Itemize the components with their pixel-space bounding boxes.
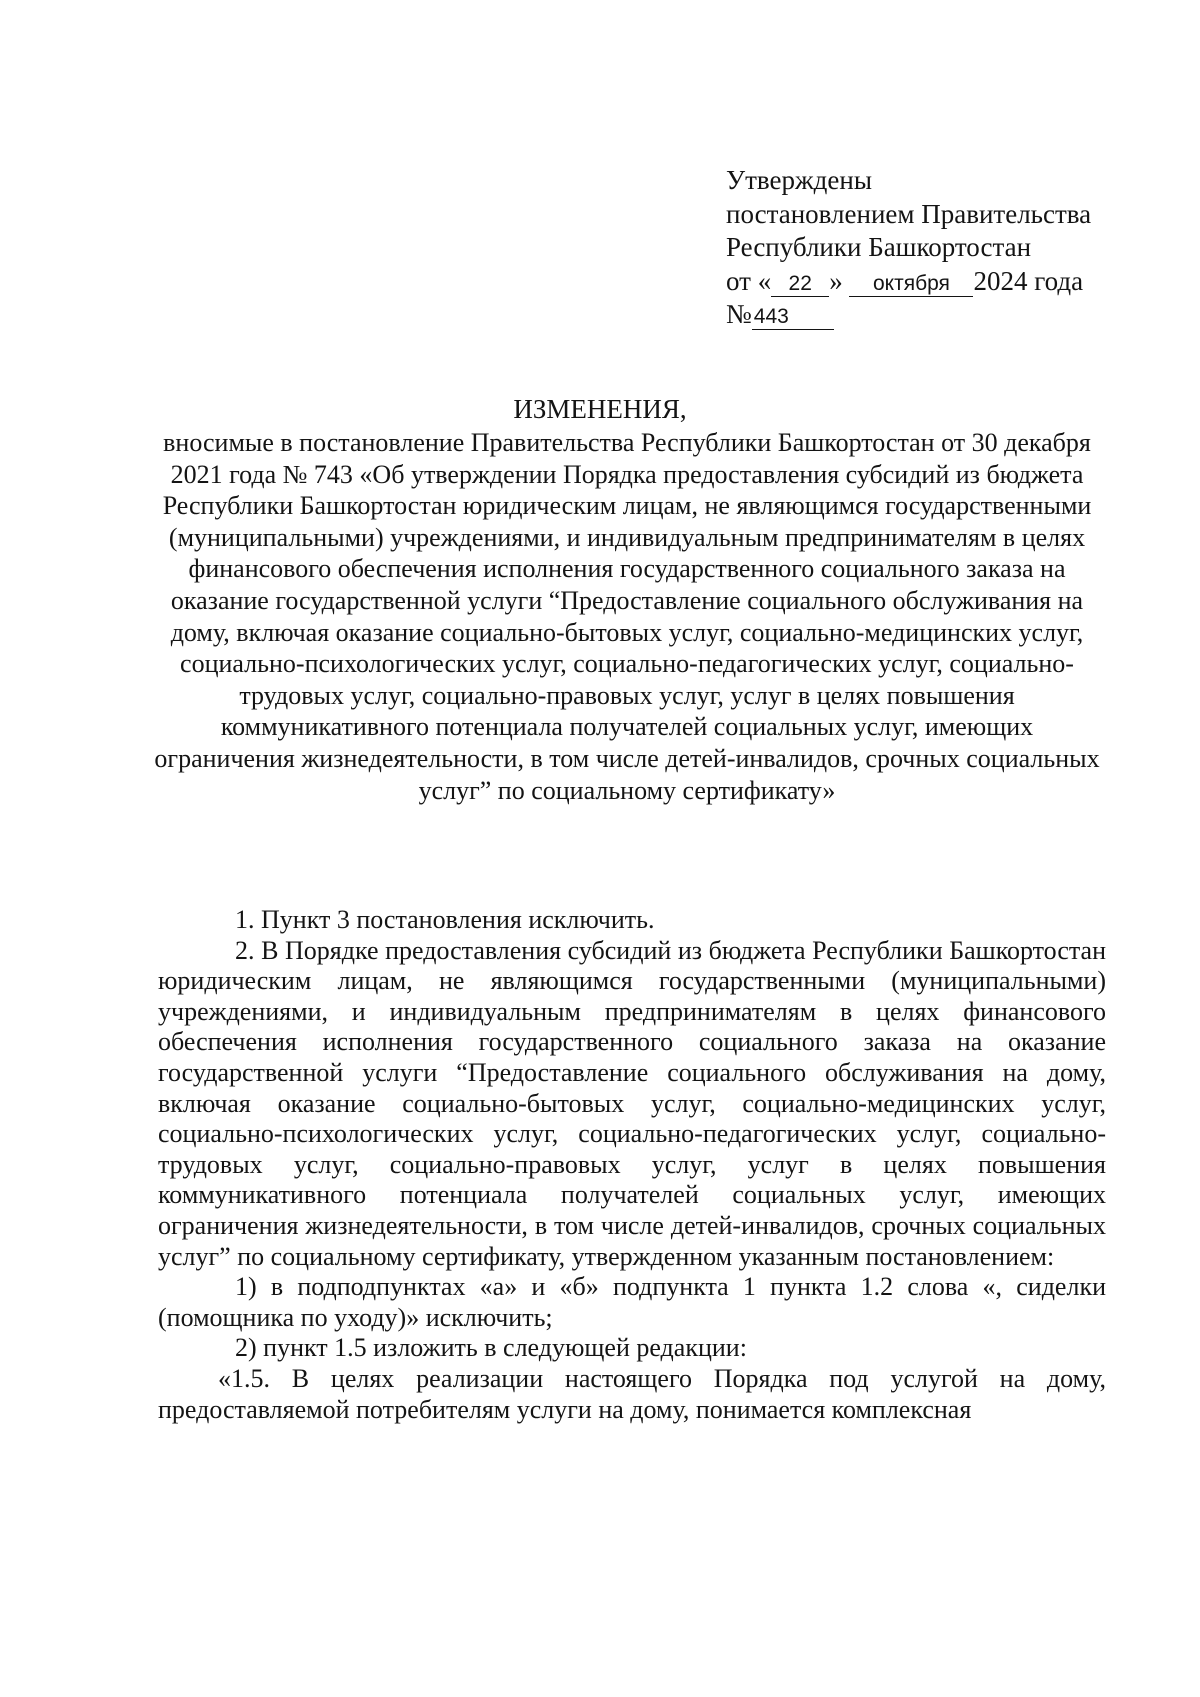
number-prefix: № [726, 299, 752, 329]
paragraph-4: 2) пункт 1.5 изложить в следующей редакции: [235, 1333, 747, 1363]
document-title: ИЗМЕНЕНИЯ, [513, 394, 687, 424]
approval-date [726, 265, 1091, 299]
date-day: 22 [771, 272, 829, 297]
approval-stamp [726, 164, 1091, 332]
document-body [158, 905, 1106, 1425]
approval-line-1: Утверждены [726, 165, 872, 195]
date-prefix: от « [726, 265, 772, 296]
paragraph-3: 1) в подподпунктах «а» и «б» подпункта 1 пункта 1.2 слова «, сиделки (помощника по уходу)» исключить; [158, 1272, 1106, 1332]
date-suffix: 2024 года [973, 265, 1084, 296]
paragraph-5: «1.5. В целях реализации настоящего Порядка под услугой на дому, предоставляемой потребителям услуги на дому, понимается комплексная [158, 1363, 1106, 1424]
date-mid: » [829, 265, 843, 296]
paragraph-1: 1. Пункт 3 постановления исключить. [235, 905, 655, 934]
approval-line-2: постановлением Правительства [726, 198, 1092, 229]
document-number: 443 [752, 305, 834, 330]
date-month: октября [849, 272, 973, 297]
document-heading: вносимые в постановление Правительства Республики Башкортостан от 30 декабря 2021 года № 743 «Об утверждении Порядка предоставления субсидий из бюджета Республики Башкортостан юридическим лицам, не являющимся государственными (муниципальными) учреждениями, и индивидуальным предпринимателям в целях финансового обеспечения исполнения государственного социального заказа на оказание государственной услуги “Предоставление социального обслуживания на дому, включая оказание социально-бытовых услуг, социально-медицинских услуг, социально-психологических услуг, социально-педагогических услуг, социально-трудовых услуг, социально-правовых услуг, услуг в целях повышения коммуникативного потенциала получателей социальных услуг, имеющих ограничения жизнедеятельности, в том числе детей-инвалидов, срочных социальных услуг” по социальному сертификату» [154, 428, 1100, 805]
approval-number [726, 298, 1091, 332]
approval-line-3: Республики Башкортостан [726, 232, 1032, 262]
paragraph-2: 2. В Порядке предоставления субсидий из бюджета Республики Башкортостан юридическим лицам, не являющимся государственными (муниципальными) учреждениями, и индивидуальным предпринимателям в целях финансового обеспечения исполнения государственного социального заказа на оказание государственной услуги “Предоставление социального обслуживания на дому, включая оказание социально-бытовых услуг, социально-медицинских услуг, социально-психологических услуг, социально-педагогических услуг, социально-трудовых услуг, социально-правовых услуг, услуг в целях повышения коммуникативного потенциала получателей социальных услуг, имеющих ограничения жизнедеятельности, в том числе детей-инвалидов, срочных социальных услуг” по социальному сертификату, утвержденном указанным постановлением: [158, 935, 1106, 1271]
